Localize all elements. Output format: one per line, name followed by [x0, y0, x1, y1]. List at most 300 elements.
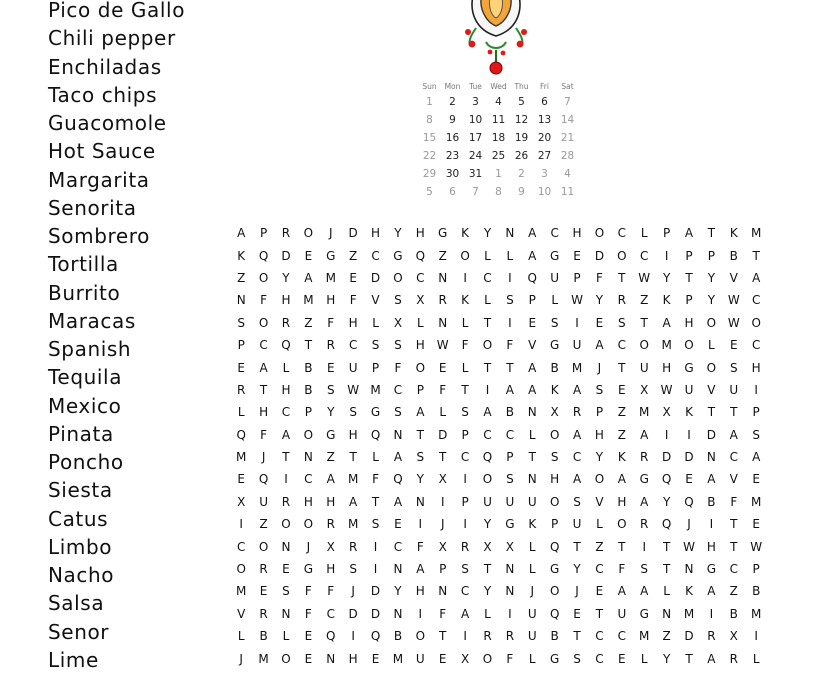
puzzle-letter: S [461, 562, 469, 577]
puzzle-letter: O [482, 472, 493, 487]
puzzle-letter: I [709, 517, 714, 532]
puzzle-letter: C [393, 539, 403, 554]
puzzle-letter: R [281, 226, 291, 241]
puzzle-letter: Q [527, 270, 537, 285]
puzzle-letter: R [259, 606, 268, 621]
puzzle-letter: C [617, 629, 627, 644]
calendar-day: 19 [514, 132, 529, 144]
puzzle-letter: H [371, 226, 381, 241]
puzzle-letter: W [727, 315, 740, 330]
puzzle-letter: N [505, 562, 515, 577]
puzzle-letter: V [729, 270, 738, 285]
puzzle-letter: U [259, 494, 268, 509]
puzzle-letter: R [281, 494, 291, 509]
puzzle-letter: F [372, 472, 379, 487]
puzzle-letter: I [485, 382, 490, 397]
word-search-grid [230, 222, 767, 670]
word-list-item: Hot Sauce [48, 139, 156, 164]
puzzle-letter: P [439, 562, 447, 577]
puzzle-letter: L [237, 629, 245, 644]
calendar-day: 1 [495, 168, 502, 180]
puzzle-letter: A [729, 427, 738, 442]
puzzle-letter: A [416, 405, 425, 420]
word-list-item: Catus [48, 506, 109, 531]
puzzle-letter: O [549, 427, 560, 442]
puzzle-letter: M [639, 629, 650, 644]
puzzle-letter: G [550, 562, 560, 577]
puzzle-letter: Y [416, 472, 424, 487]
puzzle-letter: P [259, 226, 268, 241]
puzzle-letter: H [326, 494, 336, 509]
word-list-item: Guacomole [48, 111, 167, 135]
puzzle-letter: F [260, 293, 268, 308]
calendar-day: 21 [560, 132, 575, 144]
puzzle-letter: O [549, 584, 560, 599]
puzzle-letter: E [326, 360, 335, 375]
puzzle-letter: H [348, 315, 358, 330]
puzzle-letter: F [304, 606, 312, 621]
puzzle-row [230, 401, 767, 423]
puzzle-letter: L [484, 248, 491, 263]
puzzle-letter: C [348, 338, 358, 353]
puzzle-letter: S [371, 338, 380, 353]
word-list-item: Pico de Gallo [48, 0, 186, 22]
puzzle-letter: R [237, 382, 246, 397]
puzzle-letter: C [259, 338, 268, 353]
puzzle-letter: J [687, 517, 691, 532]
puzzle-letter: G [639, 472, 649, 487]
calendar-day: 4 [564, 168, 571, 180]
calendar-day: 11 [491, 114, 506, 126]
puzzle-letter: C [416, 270, 425, 285]
puzzle-letter: U [729, 382, 739, 397]
puzzle-letter: J [306, 539, 311, 554]
calendar-week [418, 129, 579, 147]
puzzle-letter: L [663, 584, 670, 599]
puzzle-letter: A [528, 360, 537, 375]
puzzle-letter: I [508, 315, 512, 330]
puzzle-letter: M [258, 651, 269, 666]
puzzle-row [230, 446, 767, 468]
puzzle-letter: I [440, 494, 445, 509]
puzzle-letter: S [394, 293, 402, 308]
puzzle-letter: K [461, 226, 470, 241]
word-list-item: Nacho [48, 563, 115, 587]
calendar-week [418, 183, 579, 201]
puzzle-letter: T [483, 315, 492, 330]
puzzle-letter: E [304, 248, 313, 263]
word-list-item: Maracas [48, 308, 136, 333]
puzzle-letter: A [617, 584, 626, 599]
puzzle-letter: H [415, 338, 425, 353]
puzzle-row [230, 513, 767, 535]
puzzle-letter: E [595, 584, 604, 599]
puzzle-letter: R [281, 315, 291, 330]
puzzle-letter: T [618, 360, 626, 375]
calendar-week [418, 111, 579, 129]
puzzle-letter: Y [595, 450, 604, 465]
puzzle-letter: G [370, 405, 381, 420]
calendar-day: 16 [445, 132, 460, 144]
puzzle-letter: L [484, 606, 491, 621]
puzzle-letter: U [684, 382, 694, 397]
calendar-day: 4 [495, 96, 502, 108]
puzzle-letter: I [754, 382, 758, 397]
puzzle-letter: P [662, 226, 671, 241]
puzzle-letter: Z [617, 405, 626, 420]
puzzle-letter: X [662, 405, 671, 420]
puzzle-letter: T [662, 539, 671, 554]
puzzle-letter: U [415, 651, 425, 666]
puzzle-letter: N [662, 606, 672, 621]
puzzle-letter: E [752, 517, 760, 532]
puzzle-letter: S [394, 405, 402, 420]
puzzle-letter: Q [393, 472, 403, 487]
puzzle-letter: O [258, 539, 269, 554]
puzzle-letter: Y [394, 584, 402, 599]
puzzle-letter: A [640, 494, 649, 509]
calendar-day: 28 [560, 150, 575, 162]
puzzle-letter: J [351, 584, 355, 599]
puzzle-letter: Z [595, 539, 604, 554]
puzzle-letter: L [640, 651, 648, 666]
puzzle-letter: D [370, 606, 381, 621]
puzzle-letter: P [304, 405, 312, 420]
puzzle-letter: O [639, 338, 649, 353]
puzzle-letter: O [684, 338, 694, 353]
puzzle-letter: R [729, 651, 738, 666]
puzzle-letter: X [326, 539, 335, 554]
puzzle-letter: P [573, 270, 581, 285]
puzzle-letter: K [461, 293, 470, 308]
puzzle-letter: U [527, 606, 537, 621]
puzzle-letter: Y [394, 226, 402, 241]
puzzle-letter: G [684, 360, 694, 375]
puzzle-letter: N [684, 562, 694, 577]
puzzle-letter: Y [707, 293, 716, 308]
puzzle-letter: H [550, 472, 560, 487]
puzzle-letter: A [528, 226, 537, 241]
puzzle-letter: Y [707, 270, 716, 285]
puzzle-letter: Z [640, 293, 649, 308]
word-list-item: Pinata [48, 421, 114, 446]
puzzle-letter: D [684, 629, 694, 644]
puzzle-letter: F [349, 293, 357, 308]
puzzle-letter: E [304, 629, 313, 644]
puzzle-row [230, 312, 767, 334]
puzzle-letter: K [550, 382, 559, 397]
puzzle-letter: U [348, 360, 358, 375]
puzzle-letter: F [327, 315, 335, 330]
puzzle-letter: I [284, 472, 288, 487]
puzzle-letter: Q [258, 248, 269, 263]
puzzle-letter: A [259, 360, 268, 375]
puzzle-letter: K [729, 226, 738, 241]
puzzle-letter: B [729, 248, 738, 263]
puzzle-letter: B [707, 494, 716, 509]
puzzle-letter: L [372, 315, 379, 330]
puzzle-letter: O [281, 517, 291, 532]
puzzle-letter: I [351, 629, 355, 644]
puzzle-letter: C [371, 248, 380, 263]
word-list [48, 0, 185, 674]
puzzle-letter: N [505, 584, 515, 599]
puzzle-letter: L [551, 293, 558, 308]
puzzle-letter: O [303, 517, 314, 532]
puzzle-letter: U [483, 494, 492, 509]
puzzle-letter: S [573, 494, 581, 509]
puzzle-row [230, 625, 767, 647]
puzzle-letter: H [617, 494, 627, 509]
puzzle-letter: Y [327, 405, 335, 420]
puzzle-letter: H [684, 315, 694, 330]
puzzle-letter: Q [370, 629, 381, 644]
puzzle-letter: L [528, 427, 536, 442]
puzzle-letter: M [392, 651, 404, 666]
puzzle-letter: A [707, 584, 716, 599]
puzzle-letter: U [527, 629, 537, 644]
word-list-item: Chili pepper [48, 26, 176, 51]
puzzle-letter: F [618, 562, 626, 577]
puzzle-letter: C [304, 472, 313, 487]
calendar-day: 31 [468, 168, 483, 180]
puzzle-letter: W [347, 382, 360, 397]
puzzle-letter: U [527, 494, 537, 509]
puzzle-letter: C [460, 450, 470, 465]
puzzle-row [230, 468, 767, 490]
puzzle-letter: H [281, 382, 291, 397]
puzzle-letter: C [460, 584, 470, 599]
word-list-item: Lime [48, 647, 99, 672]
puzzle-letter: M [751, 226, 762, 241]
puzzle-letter: H [348, 427, 358, 442]
puzzle-letter: M [639, 405, 650, 420]
puzzle-letter: K [617, 450, 626, 465]
calendar [418, 80, 579, 201]
puzzle-letter: L [282, 360, 290, 375]
puzzle-letter: W [660, 382, 673, 397]
puzzle-letter: T [618, 539, 626, 554]
calendar-day: 10 [468, 114, 483, 126]
puzzle-letter: I [418, 517, 423, 532]
puzzle-letter: N [393, 606, 403, 621]
puzzle-letter: A [528, 382, 537, 397]
puzzle-letter: F [461, 338, 469, 353]
puzzle-letter: I [373, 562, 378, 577]
puzzle-letter: X [438, 472, 447, 487]
puzzle-letter: Q [661, 517, 672, 532]
puzzle-letter: Q [258, 472, 269, 487]
puzzle-letter: M [236, 450, 247, 465]
puzzle-letter: I [239, 517, 243, 532]
calendar-day: 27 [537, 150, 552, 162]
puzzle-letter: C [729, 562, 738, 577]
puzzle-letter: M [751, 494, 762, 509]
calendar-day: 25 [491, 150, 506, 162]
puzzle-letter: A [393, 450, 403, 465]
puzzle-letter: B [752, 584, 761, 599]
puzzle-letter: Z [349, 248, 358, 263]
puzzle-letter: P [371, 360, 380, 375]
puzzle-letter: X [640, 382, 649, 397]
calendar-day: 12 [514, 114, 529, 126]
puzzle-letter: E [595, 315, 604, 330]
puzzle-letter: N [438, 315, 448, 330]
puzzle-letter: E [259, 584, 268, 599]
puzzle-letter: L [237, 405, 245, 420]
puzzle-letter: K [662, 293, 671, 308]
puzzle-letter: I [463, 629, 467, 644]
calendar-day: 3 [472, 96, 479, 108]
puzzle-row [230, 356, 767, 378]
puzzle-row [230, 491, 767, 513]
puzzle-letter: L [282, 629, 290, 644]
word-list-item: Margarita [48, 167, 150, 192]
puzzle-letter: J [440, 517, 445, 532]
puzzle-letter: T [752, 248, 760, 263]
puzzle-letter: U [639, 360, 649, 375]
calendar-weekday-label: Thu [514, 82, 529, 91]
puzzle-letter: A [707, 472, 716, 487]
puzzle-letter: E [438, 360, 447, 375]
puzzle-letter: Z [617, 427, 626, 442]
calendar-day: 29 [422, 168, 437, 180]
puzzle-letter: K [528, 517, 537, 532]
puzzle-letter: A [326, 472, 335, 487]
puzzle-letter: I [508, 270, 512, 285]
puzzle-letter: N [393, 427, 403, 442]
puzzle-letter: A [752, 270, 761, 285]
puzzle-letter: T [707, 226, 716, 241]
puzzle-letter: G [505, 517, 515, 532]
puzzle-letter: F [506, 338, 514, 353]
puzzle-letter: O [303, 226, 314, 241]
puzzle-letter: R [259, 562, 268, 577]
calendar-day: 17 [468, 132, 483, 144]
puzzle-letter: I [463, 517, 467, 532]
word-list-item: Senor [48, 619, 110, 644]
puzzle-letter: L [708, 338, 715, 353]
puzzle-letter: P [707, 248, 716, 263]
word-list-item: Sombrero [48, 224, 151, 248]
puzzle-letter: C [751, 293, 761, 308]
puzzle-letter: E [237, 360, 245, 375]
puzzle-letter: C [505, 427, 515, 442]
puzzle-letter: J [239, 651, 243, 666]
puzzle-letter: X [483, 539, 492, 554]
puzzle-letter: G [303, 562, 314, 577]
puzzle-letter: T [730, 405, 738, 420]
calendar-weekday-label: Wed [490, 82, 507, 91]
puzzle-letter: C [572, 450, 582, 465]
puzzle-letter: T [730, 517, 738, 532]
puzzle-letter: E [394, 517, 402, 532]
puzzle-letter: T [416, 427, 424, 442]
puzzle-letter: E [729, 338, 738, 353]
word-list-item: Spanish [48, 337, 132, 361]
puzzle-letter: S [595, 382, 604, 397]
puzzle-letter: T [685, 651, 693, 666]
puzzle-letter: A [483, 405, 492, 420]
puzzle-letter: H [662, 360, 672, 375]
puzzle-letter: C [550, 226, 559, 241]
puzzle-letter: F [730, 494, 738, 509]
puzzle-letter: A [416, 562, 425, 577]
calendar-weekday-label: Fri [540, 82, 549, 91]
puzzle-letter: M [325, 270, 336, 285]
puzzle-letter: I [575, 315, 579, 330]
puzzle-letter: I [463, 472, 467, 487]
calendar-weekday-label: Mon [444, 82, 461, 91]
puzzle-letter: D [370, 584, 381, 599]
puzzle-letter: T [259, 382, 268, 397]
puzzle-letter: I [664, 427, 669, 442]
puzzle-letter: W [638, 270, 651, 285]
puzzle-letter: U [617, 606, 627, 621]
word-list-item: Senorita [48, 195, 137, 220]
puzzle-letter: C [483, 270, 492, 285]
puzzle-letter: G [706, 562, 717, 577]
puzzle-letter: S [282, 584, 290, 599]
word-list-item: Taco chips [48, 82, 158, 107]
puzzle-letter: T [707, 405, 716, 420]
puzzle-letter: A [617, 472, 626, 487]
puzzle-letter: D [281, 248, 291, 263]
word-list-item: Tequila [48, 365, 123, 390]
puzzle-letter: R [640, 450, 649, 465]
word-list-item: Salsa [48, 591, 105, 616]
puzzle-letter: Z [662, 629, 671, 644]
puzzle-letter: B [550, 629, 559, 644]
puzzle-letter: O [303, 427, 314, 442]
puzzle-row [230, 379, 767, 401]
puzzle-letter: B [550, 360, 559, 375]
puzzle-letter: Q [415, 248, 426, 263]
puzzle-letter: L [596, 517, 603, 532]
puzzle-row [230, 603, 767, 625]
puzzle-letter: E [573, 606, 581, 621]
puzzle-letter: O [236, 562, 246, 577]
puzzle-letter: Q [549, 606, 560, 621]
puzzle-letter: N [527, 405, 537, 420]
puzzle-letter: H [415, 226, 425, 241]
puzzle-letter: A [707, 651, 716, 666]
puzzle-letter: F [439, 382, 447, 397]
puzzle-letter: I [508, 606, 512, 621]
puzzle-letter: Z [304, 315, 313, 330]
puzzle-letter: H [751, 360, 761, 375]
puzzle-letter: Q [281, 338, 291, 353]
puzzle-letter: H [303, 494, 313, 509]
puzzle-letter: F [506, 651, 514, 666]
puzzle-letter: F [394, 360, 402, 375]
puzzle-letter: Y [595, 293, 604, 308]
puzzle-letter: P [685, 293, 693, 308]
puzzle-letter: E [752, 472, 760, 487]
puzzle-letter: D [438, 427, 448, 442]
puzzle-letter: I [373, 539, 378, 554]
sombrero-skull-illustration [446, 0, 546, 78]
puzzle-letter: O [482, 338, 493, 353]
word-list-item: Limbo [48, 534, 113, 559]
puzzle-letter: S [506, 293, 514, 308]
calendar-week [418, 93, 579, 111]
puzzle-letter: P [752, 562, 760, 577]
puzzle-letter: I [463, 270, 467, 285]
puzzle-letter: W [683, 539, 695, 554]
puzzle-letter: Y [483, 584, 492, 599]
puzzle-letter: I [664, 248, 669, 263]
